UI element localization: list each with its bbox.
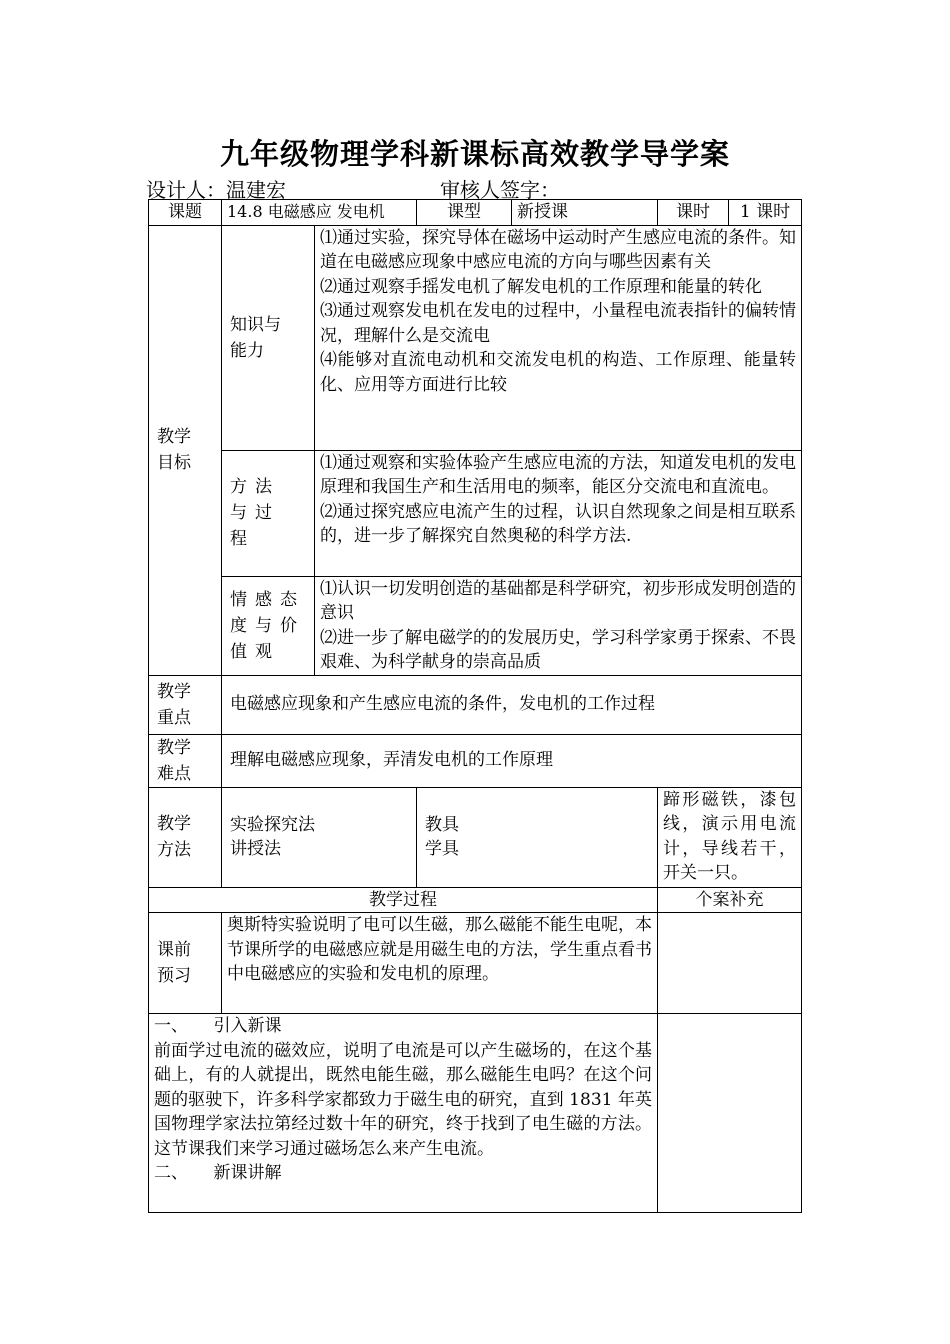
- methods-label: 教学方法: [149, 787, 222, 887]
- knowledge-item: ⑶通过观察发电机在发电的过程中，小量程电流表指针的偏转情况，理解什么是交流电: [320, 301, 796, 346]
- method-line: 实验探究法: [230, 814, 315, 835]
- lesson-plan-table: [148, 199, 802, 1213]
- tools-value: 蹄形磁铁，漆包线，演示用电流计，导线若干，开关一只。: [658, 787, 802, 887]
- tools-line: 教具: [425, 814, 459, 835]
- lesson-content: [149, 1014, 658, 1213]
- objectives-label: 教学目标: [149, 225, 222, 675]
- method-content: [315, 450, 802, 576]
- section-title: 一、 引入新课: [154, 1016, 282, 1036]
- tools-label: [417, 787, 658, 887]
- difficulties-label: 教学难点: [149, 734, 222, 787]
- page-title: 九年级物理学科新课标高效教学导学案: [219, 137, 730, 171]
- preview-text: 奥斯特实验说明了电可以生磁，那么磁能不能生电呢，本节课所学的电磁感应就是用磁生电的方法，学生重点看书中电磁感应的实验和发电机的原理。: [222, 913, 658, 1014]
- type-value: 新授课: [512, 200, 658, 226]
- knowledge-content: [315, 225, 802, 450]
- hours-label: 课时: [658, 200, 729, 226]
- topic-value: 14.8 电磁感应 发电机: [222, 200, 417, 226]
- knowledge-label: 知识与能力: [222, 225, 315, 450]
- key-points-label: 教学重点: [149, 675, 222, 734]
- emotion-item: ⑴认识一切发明创造的基础都是科学研究，初步形成发明创造的意识: [320, 578, 796, 623]
- section-title: 二、 新课讲解: [154, 1163, 282, 1183]
- preview-label: 课前预习: [149, 913, 222, 1014]
- hours-value: 1 课时: [729, 200, 802, 226]
- knowledge-item: ⑵通过观察手摇发电机了解发电机的工作原理和能量的转化: [320, 276, 762, 297]
- type-label: 课型: [417, 200, 512, 226]
- topic-label: 课题: [149, 200, 222, 226]
- emotion-label: 情感态度与价值观: [222, 576, 315, 675]
- methods-value: [222, 787, 417, 887]
- reviewer-label: 审核人签字：: [440, 178, 560, 202]
- method-item: ⑵通过探究感应电流产生的过程，认识自然现象之间是相互联系的，进一步了解探究自然奥秘的科学方法.: [320, 501, 796, 546]
- tools-line: 学具: [425, 839, 459, 859]
- emotion-content: [315, 576, 802, 675]
- supplement-header: 个案补充: [658, 887, 802, 913]
- lesson-supplement: [658, 1014, 802, 1213]
- difficulties-value: 理解电磁感应现象，弄清发电机的工作原理: [222, 734, 802, 787]
- preview-supplement: [658, 913, 802, 1014]
- method-line: 讲授法: [230, 839, 281, 859]
- designer-label: 设计人：温建宏: [146, 178, 286, 202]
- section-text: 前面学过电流的磁效应，说明了电流是可以产生磁场的，在这个基础上，有的人就提出，既然电能生磁，那么磁能生电吗？在这个问题的驱驶下，许多科学家都致力于磁生电的研究，直到 1831 年英国物理学家法拉第经过数十年的研究，终于找到了电生磁的方法。这节课我们来学习通过磁场怎么来产生电流。: [154, 1040, 652, 1159]
- key-points-value: 电磁感应现象和产生感应电流的条件，发电机的工作过程: [222, 675, 802, 734]
- emotion-item: ⑵进一步了解电磁学的的发展历史，学习科学家勇于探索、不畏艰难、为科学献身的崇高品质: [320, 627, 796, 672]
- method-label: 方法与过程: [222, 450, 315, 576]
- info-row: [149, 200, 802, 226]
- knowledge-item: ⑷能够对直流电动机和交流发电机的构造、工作原理、能量转化、应用等方面进行比较: [320, 350, 796, 395]
- knowledge-item: ⑴通过实验，探究导体在磁场中运动时产生感应电流的条件。知道在电磁感应现象中感应电流的方向与哪些因素有关: [320, 227, 796, 272]
- method-item: ⑴通过观察和实验体验产生感应电流的方法，知道发电机的发电原理和我国生产和生活用电的频率，能区分交流电和直流电。: [320, 452, 796, 497]
- process-header: 教学过程: [149, 887, 658, 913]
